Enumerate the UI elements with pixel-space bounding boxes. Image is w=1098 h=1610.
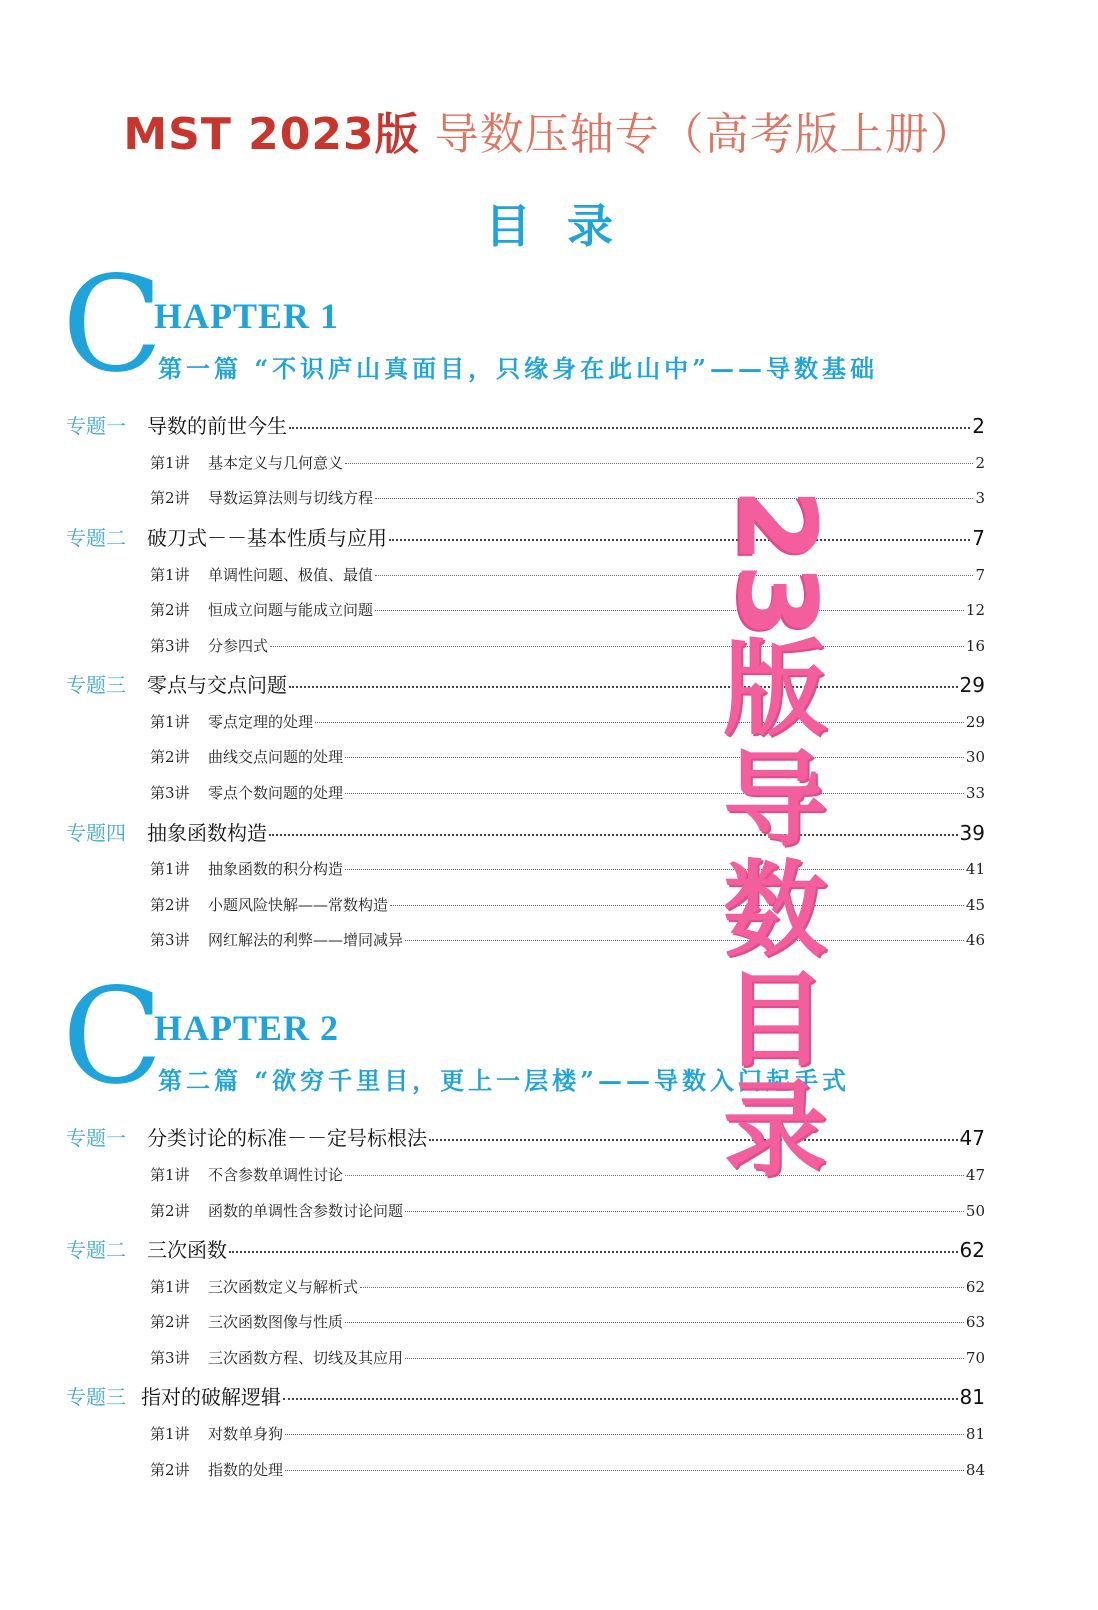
chapter-1-heading: HAPTER 1 [154, 296, 340, 336]
dot-leader [269, 834, 958, 836]
watermark-char: 录 [722, 1069, 827, 1192]
topic-title: 指对的破解逻辑 [141, 1385, 281, 1409]
toc-topic-row[interactable] [0, 1122, 1098, 1152]
topic-title: 导数的前世今生 [147, 414, 287, 438]
lecture-number: 第1讲 [150, 1166, 190, 1184]
lecture-title: 导数运算法则与切线方程 [208, 489, 374, 507]
lecture-number: 第3讲 [150, 637, 190, 655]
lecture-number: 第2讲 [150, 1202, 190, 1220]
dot-leader [270, 646, 964, 647]
lecture-page-number: 63 [965, 1313, 985, 1331]
topic-title: 分类讨论的标准－－定号标根法 [147, 1126, 427, 1150]
lecture-page-number: 45 [965, 896, 985, 914]
dot-leader [375, 575, 973, 576]
toc-lecture-row[interactable] [0, 1200, 1098, 1230]
topic-page-number: 2 [972, 414, 985, 438]
toc-topic-row[interactable] [0, 1234, 1098, 1264]
lecture-number: 第3讲 [150, 931, 190, 949]
dot-leader [405, 1358, 964, 1359]
dot-leader [345, 1175, 964, 1176]
lecture-title: 曲线交点问题的处理 [208, 748, 344, 766]
toc-lecture-row[interactable] [0, 929, 1098, 959]
topic-title: 破刀式－－基本性质与应用 [147, 526, 387, 550]
lecture-page-number: 30 [965, 748, 985, 766]
toc-lecture-row[interactable] [0, 1311, 1098, 1341]
watermark-char: 版 [722, 628, 827, 751]
lecture-number: 第2讲 [150, 1313, 190, 1331]
dot-leader [285, 1470, 964, 1471]
dot-leader [389, 539, 970, 541]
toc-topic-row[interactable] [0, 669, 1098, 699]
watermark-char: 目 [722, 959, 827, 1082]
dot-leader [405, 1211, 964, 1212]
toc-lecture-row[interactable] [0, 782, 1098, 812]
dot-leader [229, 1251, 958, 1253]
lecture-number: 第1讲 [150, 454, 190, 472]
topic-label: 专题一 [66, 414, 126, 438]
topic-label: 专题二 [66, 526, 126, 550]
toc-lecture-row[interactable] [0, 1423, 1098, 1453]
topic-title: 抽象函数构造 [147, 821, 267, 845]
toc-lecture-row[interactable] [0, 452, 1098, 482]
lecture-title: 三次函数方程、切线及其应用 [208, 1349, 404, 1367]
lecture-page-number: 2 [975, 454, 985, 472]
toc-lecture-row[interactable] [0, 599, 1098, 629]
lecture-number: 第1讲 [150, 566, 190, 584]
toc-title: 目录 [485, 199, 649, 253]
lecture-page-number: 41 [965, 860, 985, 878]
lecture-page-number: 16 [965, 637, 985, 655]
topic-page-number: 39 [959, 821, 985, 845]
toc-lecture-row[interactable] [0, 711, 1098, 741]
lecture-number: 第2讲 [150, 896, 190, 914]
toc-topic-row[interactable] [0, 817, 1098, 847]
lecture-number: 第1讲 [150, 1278, 190, 1296]
watermark-char: 数 [722, 848, 827, 971]
lecture-title: 分参四式 [208, 637, 269, 655]
dot-leader [360, 1287, 964, 1288]
chapter-1-initial: C [62, 248, 163, 402]
lecture-title: 三次函数图像与性质 [208, 1313, 344, 1331]
toc-lecture-row[interactable] [0, 894, 1098, 924]
topic-page-number: 47 [959, 1126, 985, 1150]
lecture-number: 第1讲 [150, 713, 190, 731]
lecture-page-number: 7 [975, 566, 985, 584]
toc-lecture-row[interactable] [0, 746, 1098, 776]
lecture-page-number: 33 [965, 784, 985, 802]
topic-title: 零点与交点问题 [147, 673, 287, 697]
dot-leader [289, 427, 970, 429]
book-title [0, 98, 1098, 162]
lecture-title: 指数的处理 [208, 1461, 284, 1479]
lecture-title: 不含参数单调性讨论 [208, 1166, 344, 1184]
toc-topic-row[interactable] [0, 410, 1098, 440]
topic-label: 专题三 [66, 1385, 126, 1409]
lecture-title: 零点定理的处理 [208, 713, 314, 731]
toc-lecture-row[interactable] [0, 487, 1098, 517]
lecture-title: 基本定义与几何意义 [208, 454, 344, 472]
toc-lecture-row[interactable] [0, 1459, 1098, 1489]
dot-leader [289, 686, 958, 688]
lecture-number: 第2讲 [150, 748, 190, 766]
dot-leader [375, 498, 973, 499]
dot-leader [315, 722, 964, 723]
topic-label: 专题二 [66, 1238, 126, 1262]
lecture-page-number: 70 [965, 1349, 985, 1367]
topic-page-number: 7 [972, 526, 985, 550]
toc-lecture-row[interactable] [0, 635, 1098, 665]
lecture-title: 网红解法的利弊——增同减异 [208, 931, 404, 949]
chapter-1-subtitle: 第一篇 “不识庐山真面目，只缘身在此山中”——导数基础 [158, 354, 878, 383]
topic-label: 专题四 [66, 821, 126, 845]
toc-topic-row[interactable] [0, 522, 1098, 552]
lecture-page-number: 50 [965, 1202, 985, 1220]
lecture-number: 第3讲 [150, 784, 190, 802]
lecture-title: 恒成立问题与能成立问题 [208, 601, 374, 619]
lecture-title: 小题风险快解——常数构造 [208, 896, 389, 914]
chapter-2-initial: C [62, 960, 163, 1114]
lecture-number: 第1讲 [150, 860, 190, 878]
lecture-title: 抽象函数的积分构造 [208, 860, 344, 878]
topic-page-number: 81 [959, 1385, 985, 1409]
lecture-page-number: 46 [965, 931, 985, 949]
lecture-number: 第2讲 [150, 489, 190, 507]
dot-leader [345, 463, 973, 464]
topic-title: 三次函数 [147, 1238, 227, 1262]
toc-lecture-row[interactable] [0, 1164, 1098, 1194]
lecture-page-number: 29 [965, 713, 985, 731]
toc-lecture-row[interactable] [0, 1276, 1098, 1306]
lecture-number: 第3讲 [150, 1349, 190, 1367]
dot-leader [345, 793, 964, 794]
toc-lecture-row[interactable] [0, 564, 1098, 594]
dot-leader [345, 1322, 964, 1323]
dot-leader [283, 1398, 958, 1400]
book-title-edition: MST 2023版 [123, 109, 420, 160]
dot-leader [345, 757, 964, 758]
lecture-number: 第1讲 [150, 1425, 190, 1443]
lecture-page-number: 12 [965, 601, 985, 619]
lecture-page-number: 81 [965, 1425, 985, 1443]
dot-leader [405, 940, 964, 941]
topic-label: 专题一 [66, 1126, 126, 1150]
dot-leader [375, 610, 964, 611]
topic-label: 专题三 [66, 673, 126, 697]
toc-lecture-row[interactable] [0, 1347, 1098, 1377]
lecture-title: 单调性问题、极值、最值 [208, 566, 374, 584]
lecture-title: 三次函数定义与解析式 [208, 1278, 359, 1296]
dot-leader [345, 869, 964, 870]
lecture-title: 函数的单调性含参数讨论问题 [208, 1202, 404, 1220]
lecture-number: 第2讲 [150, 601, 190, 619]
lecture-title: 零点个数问题的处理 [208, 784, 344, 802]
dot-leader [285, 1434, 964, 1435]
watermark-char: 23 [713, 488, 839, 639]
topic-page-number: 62 [959, 1238, 985, 1262]
chapter-2-subtitle: 第二篇 “欲穷千里目，更上一层楼”——导数入门起手式 [158, 1066, 850, 1095]
book-title-name: 导数压轴专（高考版上册） [419, 109, 975, 160]
lecture-page-number: 47 [965, 1166, 985, 1184]
dot-leader [390, 905, 964, 906]
chapter-1-banner [62, 248, 1022, 405]
toc-lecture-row[interactable] [0, 858, 1098, 888]
lecture-number: 第2讲 [150, 1461, 190, 1479]
lecture-page-number: 62 [965, 1278, 985, 1296]
chapter-2-banner [62, 960, 1022, 1117]
dot-leader [429, 1139, 958, 1141]
topic-page-number: 29 [959, 673, 985, 697]
chapter-2-heading: HAPTER 2 [154, 1008, 340, 1048]
toc-topic-row[interactable] [0, 1381, 1098, 1411]
lecture-page-number: 84 [965, 1461, 985, 1479]
lecture-title: 对数单身狗 [208, 1425, 284, 1443]
watermark-char: 导 [722, 738, 827, 861]
lecture-page-number: 3 [975, 489, 985, 507]
